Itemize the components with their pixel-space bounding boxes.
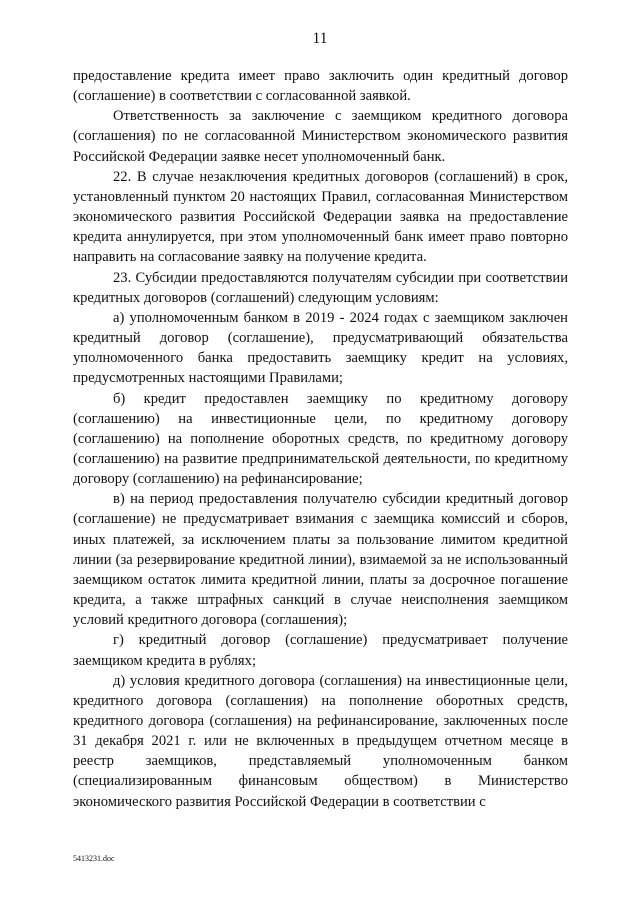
- paragraph-23-a: а) уполномоченным банком в 2019 - 2024 годах с заемщиком заключен кредитный договор (соглашение), предусматривающий обязательства уполномоченного банка предоставить заемщику кредит на условиях, предусмотренных настоящими Правилами;: [73, 309, 568, 387]
- page-number: 11: [312, 30, 328, 47]
- paragraph-23-g: г) кредитный договор (соглашение) предусматривает получение заемщиком кредита в рублях;: [73, 632, 568, 669]
- paragraph-responsibility: Ответственность за заключение с заемщиком кредитного договора (соглашения) по не согласованной Министерством экономического развития Российской Федерации заявке несет уполномоченный банк.: [73, 108, 568, 165]
- paragraph-23: 23. Субсидии предоставляются получателям субсидии при соответствии кредитных договоров (соглашений) следующим условиям:: [73, 269, 568, 306]
- file-name-footer: 5413231.doc: [73, 854, 115, 863]
- paragraph-22: 22. В случае незаключения кредитных договоров (соглашений) в срок, установленный пунктом 20 настоящих Правил, согласованная Министерством экономического развития Российской Федерации заявка на предоставление кредита аннулируется, при этом уполномоченный банк имеет право повторно направить на согласование заявку на получение кредита.: [73, 168, 568, 266]
- paragraph-23-v: в) на период предоставления получателю субсидии кредитный договор (соглашение) не предусматривает взимания с заемщика комиссий и сборов, иных платежей, за исключением платы за пользование лимитом кредитной линии (за резервирование кредитной линии), взимаемой за не использованный заемщиком остаток лимита кредитной линии, платы за досрочное погашение кредита, а также штрафных санкций в случае неисполнения заемщиком условий кредитного договора (соглашения);: [73, 491, 568, 629]
- paragraph-continuation: предоставление кредита имеет право заключить один кредитный договор (соглашение) в соответствии с согласованной заявкой.: [73, 68, 568, 105]
- paragraph-23-b: б) кредит предоставлен заемщику по кредитному договору (соглашению) на инвестиционные цели, по кредитному договору (соглашению) на пополнение оборотных средств, по кредитному договору (соглашению) на развитие предпринимательской деятельности, по кредитному договору (соглашению) на рефинансирование;: [73, 390, 568, 488]
- document-body: [73, 66, 568, 812]
- paragraph-23-d: д) условия кредитного договора (соглашения) на инвестиционные цели, кредитного договора (соглашения) на пополнение оборотных средств, кредитного договора (соглашения) на рефинансирование, заключенных после 31 декабря 2021 г. или не включенных в предыдущем отчетном месяце в реестр заемщиков, представляемый уполномоченным банком (специализированным финансовым обществом) в Министерство экономического развития Российской Федерации в соответствии с: [73, 672, 568, 810]
